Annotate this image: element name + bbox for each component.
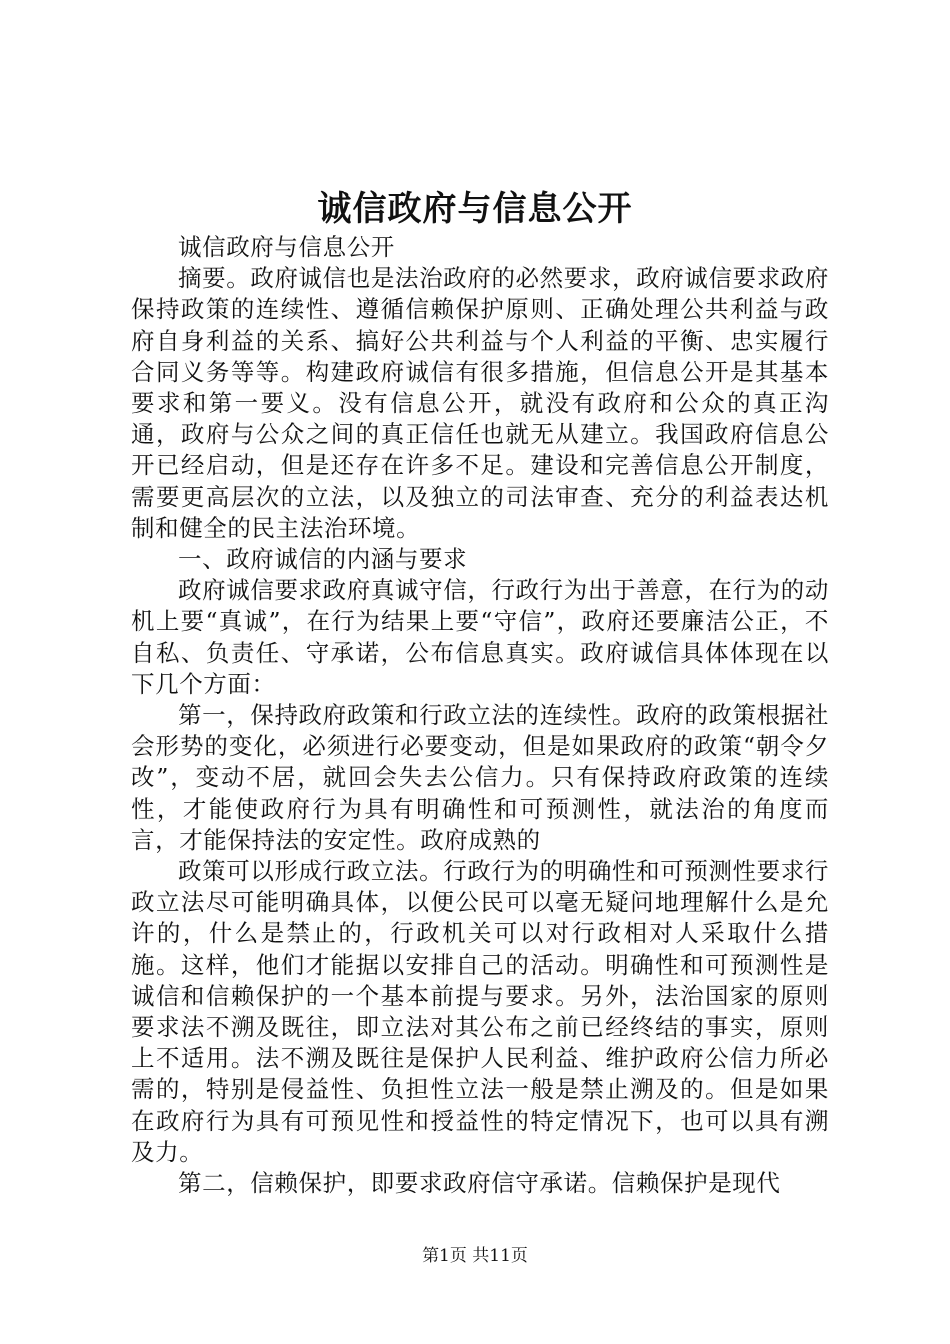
- paragraph: 政策可以形成行政立法。行政行为的明确性和可预测性要求行政立法尽可能明确具体，以便公民可以毫无疑问地理解什么是允许的，什么是禁止的，行政机关可以对行政相对人采取什么措施。这样，他们才能据以安排自己的活动。明确性和可预测性是诚信和信赖保护的一个基本前提与要求。另外，法治国家的原则要求法不溯及既往，即立法对其公布之前已经终结的事实，原则上不适用。法不溯及既往是保护人民利益、维护政府公信力所必需的，特别是侵益性、负担性立法一般是禁止溯及的。但是如果在政府行为具有可预见性和授益性的特定情况下，也可以具有溯及力。: [131, 857, 829, 1166]
- document-body: [131, 232, 829, 1199]
- paragraph-subtitle: 诚信政府与信息公开: [178, 233, 395, 261]
- page-number: 第1页 共11页: [422, 1246, 528, 1266]
- paragraph: 第二，信赖保护，即要求政府信守承诺。信赖保护是现代: [178, 1169, 781, 1198]
- paragraph: 第一，保持政府政策和行政立法的连续性。政府的政策根据社会形势的变化，必须进行必要变动，但是如果政府的政策“朝令夕改”，变动不居，就回会失去公信力。只有保持政府政策的连续性，才能使政府行为具有明确性和可预测性，就法治的角度而言，才能保持法的安定性。政府成熟的: [131, 701, 829, 854]
- paragraph: 政府诚信要求政府真诚守信，行政行为出于善意，在行为的动机上要“真诚”，在行为结果上要“守信”，政府还要廉洁公正，不自私、负责任、守承诺，公布信息真实。政府诚信具体体现在以下几个方面：: [131, 576, 829, 698]
- paragraph-abstract: 摘要。政府诚信也是法治政府的必然要求，政府诚信要求政府保持政策的连续性、遵循信赖保护原则、正确处理公共利益与政府自身利益的关系、搞好公共利益与个人利益的平衡、忠实履行合同义务等等。构建政府诚信有很多措施，但信息公开是其基本要求和第一要义。没有信息公开，就没有政府和公众的真正沟通，政府与公众之间的真正信任也就无从建立。我国政府信息公开已经启动，但是还存在许多不足。建设和完善信息公开制度，需要更高层次的立法，以及独立的司法审查、充分的利益表达机制和健全的民主法治环境。: [131, 264, 829, 542]
- document-title: 诚信政府与信息公开: [317, 189, 633, 229]
- section-heading: 一、政府诚信的内涵与要求: [178, 545, 468, 574]
